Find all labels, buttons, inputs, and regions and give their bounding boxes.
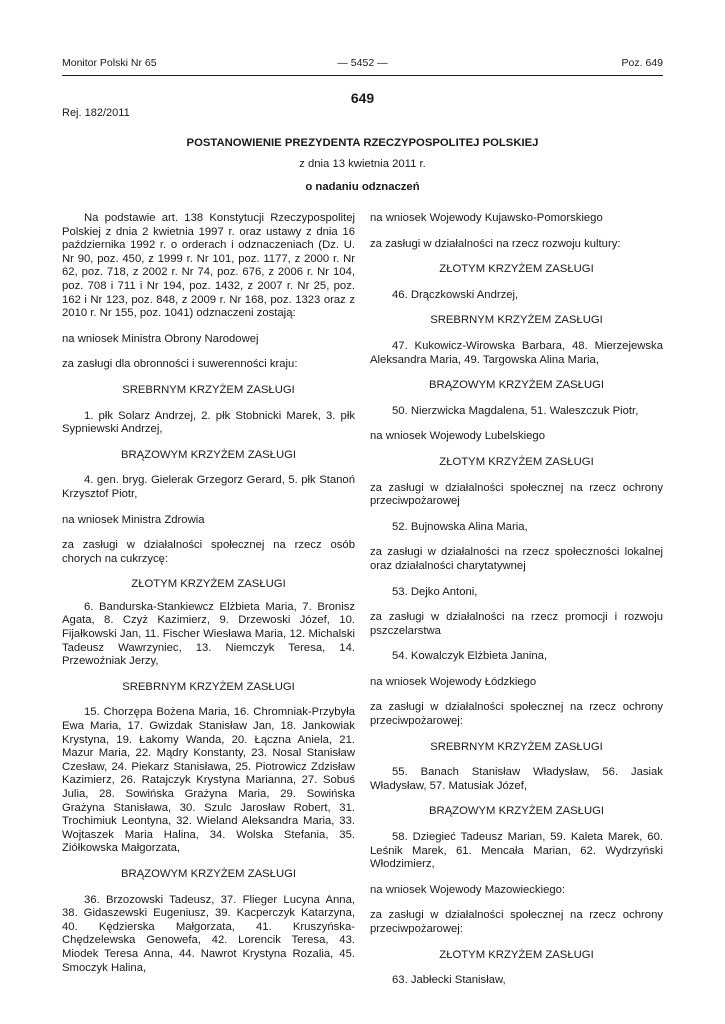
merit-line: za zasługi w działalności na rzecz rozwoju kultury: <box>370 237 621 250</box>
position-number: Poz. 649 <box>621 57 663 69</box>
award-heading: SREBRNYM KRZYŻEM ZASŁUGI <box>122 383 295 396</box>
merit-line: za zasługi w działalności społecznej na rzecz ochrony przeciwpożarowej: <box>370 909 663 935</box>
recipient-list: 1. płk Solarz Andrzej, 2. płk Stobnicki Marek, 3. płk Sypniewski Andrzej, <box>62 409 355 436</box>
award-heading: ZŁOTYM KRZYŻEM ZASŁUGI <box>131 578 286 591</box>
award-heading: SREBRNYM KRZYŻEM ZASŁUGI <box>430 740 603 753</box>
header-rule <box>62 75 663 76</box>
recipient-list: 53. Dejko Antoni, <box>392 585 478 598</box>
right-column <box>370 212 663 988</box>
merit-line: za zasługi w działalności na rzecz promocji i rozwoju pszczelarstwa <box>370 611 663 637</box>
recipient-list: 63. Jabłecki Stanisław, <box>392 974 506 987</box>
award-heading: SREBRNYM KRZYŻEM ZASŁUGI <box>430 314 603 327</box>
recipient-list: 47. Kukowicz-Wirowska Barbara, 48. Mierzejewska Aleksandra Maria, 49. Targowska Alina Maria, <box>370 339 663 366</box>
merit-line: za zasługi dla obronności i suwerenności kraju: <box>62 358 298 371</box>
motion-line: na wniosek Wojewody Łódzkiego <box>370 675 537 688</box>
publication-name: Monitor Polski Nr 65 <box>62 57 157 69</box>
recipient-list: 15. Chorzępa Bożena Maria, 16. Chromniak-Przybyła Ewa Maria, 17. Gwizdak Stanisław Jan, 18. Jankowiak Krystyna, 19. Łakomy Wanda, 20. Łączna Aniela, 21. Mazur Maria, 22. Mądry Konstanty, 23. Nosal Stanisław Czesław, 24. Piekarz Stanisława, 25. Piotrowicz Zdzisław Kazimierz, 26. Ratajczyk Krystyna Marianna, 27. Sobuś Julia, 28. Sowińska Grażyna Maria, 29. Sowińska Grażyna Stanisława, 30. Szulc Jarosław Robert, 31. Trochimiuk Leontyna, 32. Wieland Aleksandra Maria, 33. Wojtaszek Maria Halina, 34. Wolska Stefania, 35. Ziółkowska Małgorzata, <box>62 706 355 855</box>
recipient-list: 6. Bandurska-Stankiewcz Elżbieta Maria, 7. Bronisz Agata, 8. Czyż Kazimierz, 9. Drzewoski Józef, 10. Fijałkowski Jan, 11. Fischer Wiesława Maria, 12. Michalski Tadeusz Wawrzyniec, 13. Niemczyk Teresa, 14. Przewoźniak Jerzy, <box>62 600 355 668</box>
award-heading: BRĄZOWYM KRZYŻEM ZASŁUGI <box>120 448 297 461</box>
award-heading: SREBRNYM KRZYŻEM ZASŁUGI <box>122 680 295 693</box>
document-subject: o nadaniu odznaczeń <box>305 181 420 193</box>
page-number: — 5452 — <box>337 57 388 69</box>
recipient-list: 50. Nierzwicka Magdalena, 51. Waleszczuk Piotr, <box>392 404 639 417</box>
merit-line: za zasługi w działalności społecznej na rzecz ochrony przeciwpożarowej <box>370 481 663 508</box>
award-heading: BRĄZOWYM KRZYŻEM ZASŁUGI <box>120 867 297 880</box>
page-header <box>62 57 663 71</box>
recipient-list: 46. Drączkowski Andrzej, <box>392 288 519 301</box>
recipient-list: 54. Kowalczyk Elżbieta Janina, <box>392 650 548 663</box>
merit-line: za zasługi w działalności społecznej na rzecz osób chorych na cukrzycę: <box>62 539 355 565</box>
award-heading: BRĄZOWYM KRZYŻEM ZASŁUGI <box>428 379 605 392</box>
award-heading: ZŁOTYM KRZYŻEM ZASŁUGI <box>439 948 594 961</box>
recipient-list: 4. gen. bryg. Gielerak Grzegorz Gerard, 5. płk Stanoń Krzysztof Piotr, <box>62 474 355 500</box>
recipient-list: 55. Banach Stanisław Władysław, 56. Jasiak Władysław, 57. Matusiak Józef, <box>370 766 663 792</box>
award-heading: ZŁOTYM KRZYŻEM ZASŁUGI <box>439 263 594 276</box>
document-date: z dnia 13 kwietnia 2011 r. <box>299 158 426 170</box>
motion-line: na wniosek Ministra Zdrowia <box>62 513 205 526</box>
legal-basis-paragraph: Na podstawie art. 138 Konstytucji Rzeczypospolitej Polskiej z dnia 2 kwietnia 1997 r. oraz ustawy z dnia 16 października 1992 r. o orderach i odznaczeniach (Dz. U. Nr 90, poz. 450, z 1999 r. Nr 101, poz. 1177, z 2000 r. Nr 62, poz. 718, z 2002 r. Nr 74, poz. 676, z 2006 r. Nr 104, poz. 708 i 711 i Nr 194, poz. 1432, z 2007 r. Nr 25, poz. 162 i Nr 123, poz. 848, z 2009 r. Nr 168, poz. 1323 oraz z 2010 r. Nr 155, poz. 1041) odznaczeni zostają: <box>62 212 355 320</box>
merit-line: za zasługi w działalności społecznej na rzecz ochrony przeciwpożarowej: <box>370 701 663 728</box>
motion-line: na wniosek Wojewody Lubelskiego <box>370 430 545 443</box>
recipient-list: 58. Dziegieć Tadeusz Marian, 59. Kaleta Marek, 60. Leśnik Marek, 61. Mencała Marian, 62. Wydrzyński Włodzimierz, <box>370 831 663 871</box>
item-number: 649 <box>350 90 375 106</box>
award-heading: ZŁOTYM KRZYŻEM ZASŁUGI <box>439 455 594 468</box>
recipient-list: 36. Brzozowski Tadeusz, 37. Flieger Lucyna Anna, 38. Gidaszewski Eugeniusz, 39. Kacperczyk Katarzyna, 40. Kędzierska Małgorzata, 41. Kruszyńska-Chędzelewska Genowefa, 42. Lorencik Teresa, 43. Miodek Teresa Anna, 44. Nawrot Krystyna Rozalia, 45. Smoczyk Halina, <box>62 893 355 974</box>
document-title: POSTANOWIENIE PREZYDENTA RZECZYPOSPOLITEJ POLSKIEJ <box>186 137 539 149</box>
motion-line: na wniosek Ministra Obrony Narodowej <box>62 332 259 345</box>
recipient-list: 52. Bujnowska Alina Maria, <box>392 520 528 533</box>
award-heading: BRĄZOWYM KRZYŻEM ZASŁUGI <box>428 805 605 818</box>
left-column <box>62 212 355 975</box>
merit-line: za zasługi w działalności na rzecz społeczności lokalnej oraz działalności charytatywnej <box>370 546 663 572</box>
motion-line: na wniosek Wojewody Mazowieckiego: <box>370 883 566 896</box>
motion-line: na wniosek Wojewody Kujawsko-Pomorskiego <box>370 212 603 224</box>
reference-number: Rej. 182/2011 <box>62 107 130 119</box>
